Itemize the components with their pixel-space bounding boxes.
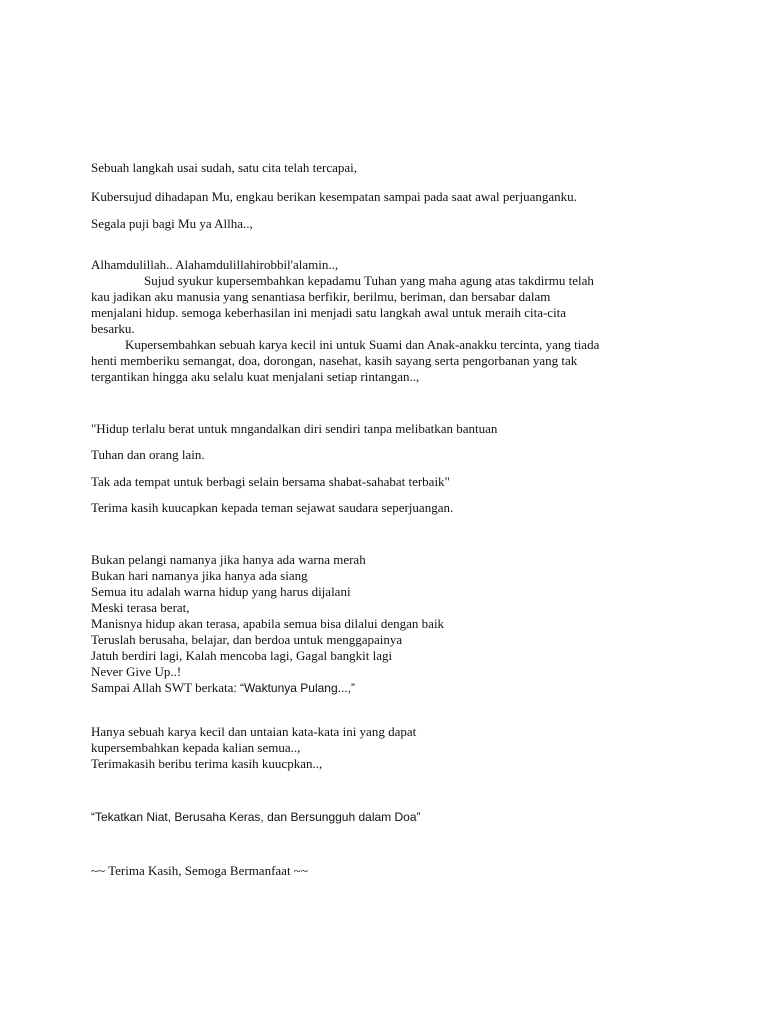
dedication-paragraph2-line-2: henti memberiku semangat, doa, dorongan, nasehat, kasih sayang serta pengorbanan yang tak: [91, 353, 578, 368]
dedication-paragraph1-line-4: besarku.: [91, 321, 135, 336]
poem-section: [91, 552, 444, 696]
dedication-section: [91, 257, 599, 385]
signoff: ~~ Terima Kasih, Semoga Bermanfaat ~~: [91, 863, 308, 878]
opening-line-3: Segala puji bagi Mu ya Allha..,: [91, 216, 253, 231]
poem-line: Semua itu adalah warna hidup yang harus dijalani: [91, 584, 351, 599]
quote-line-4: Terima kasih kuucapkan kepada teman sejawat saudara seperjuangan.: [91, 500, 454, 515]
poem-line: Manisnya hidup akan terasa, apabila semua bisa dilalui dengan baik: [91, 616, 445, 631]
dedication-paragraph1-line-3: menjalani hidup. semoga keberhasilan ini menjadi satu langkah awal untuk meraih cita-cita: [91, 305, 567, 320]
quote-line-3: Tak ada tempat untuk berbagi selain bersama shabat-sahabat terbaik": [91, 474, 450, 489]
poem-final-sans: : “Waktunya Pulang...,”: [233, 681, 355, 695]
dedication-paragraph1-line-1: Sujud syukur kupersembahkan kepadamu Tuhan yang maha agung atas takdirmu telah: [144, 273, 594, 288]
motto: “Tekatkan Niat, Berusaha Keras, dan Bersungguh dalam Doa”: [91, 810, 421, 824]
poem-line: Jatuh berdiri lagi, Kalah mencoba lagi, Gagal bangkit lagi: [91, 648, 393, 663]
closing-line-1: Hanya sebuah karya kecil dan untaian kata-kata ini yang dapat: [91, 724, 417, 739]
opening-line-2: Kubersujud dihadapan Mu, engkau berikan kesempatan sampai pada saat awal perjuanganku.: [91, 189, 577, 204]
dedication-paragraph1-line-2: kau jadikan aku manusia yang senantiasa berfikir, berilmu, beriman, dan bersabar dalam: [91, 289, 551, 304]
poem-line: Never Give Up..!: [91, 664, 182, 679]
poem-final-line: [91, 680, 444, 696]
closing-line-2: kupersembahkan kepada kalian semua..,: [91, 740, 301, 755]
poem-final-prefix: Sampai Allah SWT berkata: [91, 680, 234, 695]
dedication-paragraph2-line-1: Kupersembahkan sebuah karya kecil ini untuk Suami dan Anak-anakku tercinta, yang tiada: [125, 337, 600, 352]
closing-section: [91, 724, 416, 772]
poem-line: Bukan pelangi namanya jika hanya ada warna merah: [91, 552, 366, 567]
poem-line: Bukan hari namanya jika hanya ada siang: [91, 568, 308, 583]
quote-line-2: Tuhan dan orang lain.: [91, 447, 205, 462]
closing-line-3: Terimakasih beribu terima kasih kuucpkan..,: [91, 756, 323, 771]
quote-line-1: "Hidup terlalu berat untuk mngandalkan diri sendiri tanpa melibatkan bantuan: [91, 421, 498, 436]
dedication-greeting: Alhamdulillah.. Alahamdulillahirobbil'alamin..,: [91, 257, 339, 272]
dedication-paragraph2-line-3: tergantikan hingga aku selalu kuat menjalani setiap rintangan..,: [91, 369, 420, 384]
poem-line: Teruslah berusaha, belajar, dan berdoa untuk menggapainya: [91, 632, 403, 647]
opening-line-1: Sebuah langkah usai sudah, satu cita telah tercapai,: [91, 160, 358, 175]
poem-line: Meski terasa berat,: [91, 600, 190, 615]
